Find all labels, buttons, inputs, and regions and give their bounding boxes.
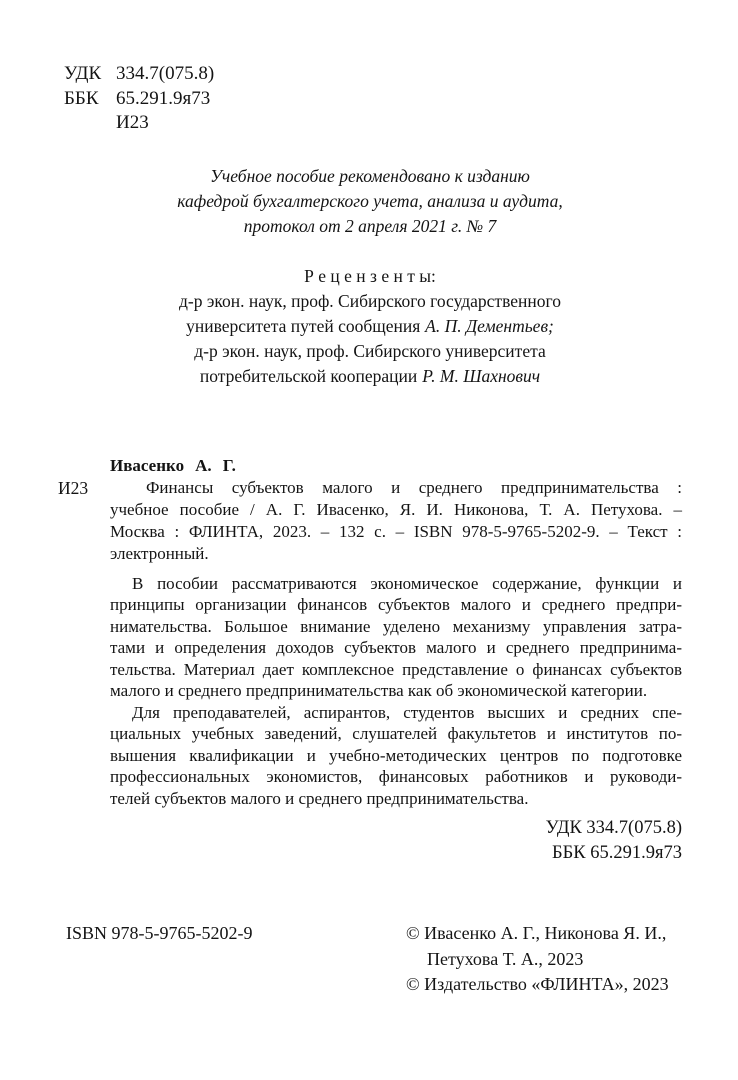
bbk-line [64, 87, 682, 112]
classification-block-bottom [110, 816, 682, 866]
annotation-line: малого и среднего предпринимательства как об экономической категории. [110, 681, 648, 700]
reviewers-block [58, 264, 682, 389]
bbk-line-bottom: ББК 65.291.9я73 [552, 843, 682, 863]
author-code-top: И23 [116, 112, 149, 133]
record-line: Финансы субъектов малого и среднего предпринимательства : [146, 477, 682, 497]
reviewer-name: Р. М. Шахнович [422, 365, 541, 386]
udk-line-bottom: УДК 334.7(075.8) [545, 818, 682, 838]
annotation-line: Для преподавателей, аспирантов, студентов высших и средних спе- [132, 702, 682, 722]
reviewer-name: А. П. Дементьев; [425, 315, 554, 336]
recommendation-line: Учебное пособие рекомендовано к изданию [210, 165, 530, 186]
annotation-line: циальных учебных заведений, слушателей факультетов и институтов по- [110, 724, 682, 743]
reviewer-line: д-р экон. наук, проф. Сибирского государственного [179, 290, 561, 311]
annotation-line: тельства. Материал дает комплексное представление о финансах субъектов [110, 659, 682, 679]
record-line: электронный. [110, 543, 209, 563]
annotation-paragraph-1 [110, 573, 682, 702]
annotation-line: тами и определения доходов субъектов малого и среднего предпринима- [110, 638, 682, 657]
copyright-line: Петухова Т. А., 2023 [427, 948, 584, 969]
record-line: учебное пособие / А. Г. Ивасенко, Я. И. Никонова, Т. А. Петухова. – [110, 499, 682, 519]
author-code-entry: И23 [58, 477, 89, 498]
annotation-paragraph-2 [110, 702, 682, 810]
recommendation-line: кафедрой бухгалтерского учета, анализа и аудита, [177, 190, 563, 211]
annotation-line: вышения квалификации и учебно-методических центров по подготовке [110, 745, 682, 765]
record-line: Москва : ФЛИНТА, 2023. – 132 с. – ISBN 978-5-9765-5202-9. – Текст : [110, 521, 682, 541]
udk-value: 334.7(075.8) [116, 63, 215, 84]
edition-recommendation [58, 164, 682, 239]
reviewer-line [58, 314, 682, 339]
copyright-line: © Издательство «ФЛИНТА», 2023 [406, 974, 669, 994]
annotation-line: нимательства. Большое внимание уделено механизму управления затра- [110, 616, 682, 636]
reviewer-line: д-р экон. наук, проф. Сибирского университета [194, 340, 546, 361]
recommendation-line: протокол от 2 апреля 2021 г. № 7 [243, 215, 497, 236]
catalog-author: Ивасенко А. Г. [110, 455, 236, 475]
reviewer-line [58, 364, 682, 389]
copyright-line: © Ивасенко А. Г., Никонова Я. И., [406, 923, 667, 943]
annotation-line: В пособии рассматриваются экономическое содержание, функции и [132, 573, 682, 593]
reviewer-affiliation: потребительской кооперации [199, 365, 418, 386]
catalog-card [58, 455, 682, 867]
annotation-line: телей субъектов малого и среднего предпринимательства. [110, 788, 529, 808]
annotation-line: принципы организации финансов субъектов малого и среднего предпри- [110, 595, 682, 614]
annotation-line: профессиональных экономистов, финансовых работников и руководи- [110, 767, 682, 786]
classification-block-top [64, 62, 682, 136]
isbn: ISBN 978-5-9765-5202-9 [66, 923, 253, 943]
copyright-block [406, 921, 682, 998]
udk-label: УДК [64, 63, 102, 84]
bibliographic-record [58, 477, 682, 565]
bbk-label: ББК [64, 87, 99, 109]
isbn-copyright-row [66, 921, 682, 998]
reviewers-heading: Р е ц е н з е н т ы: [304, 265, 436, 286]
reviewer-affiliation: университета путей сообщения [186, 315, 421, 336]
udk-line [64, 62, 682, 87]
bbk-value: 65.291.9я73 [116, 87, 211, 109]
